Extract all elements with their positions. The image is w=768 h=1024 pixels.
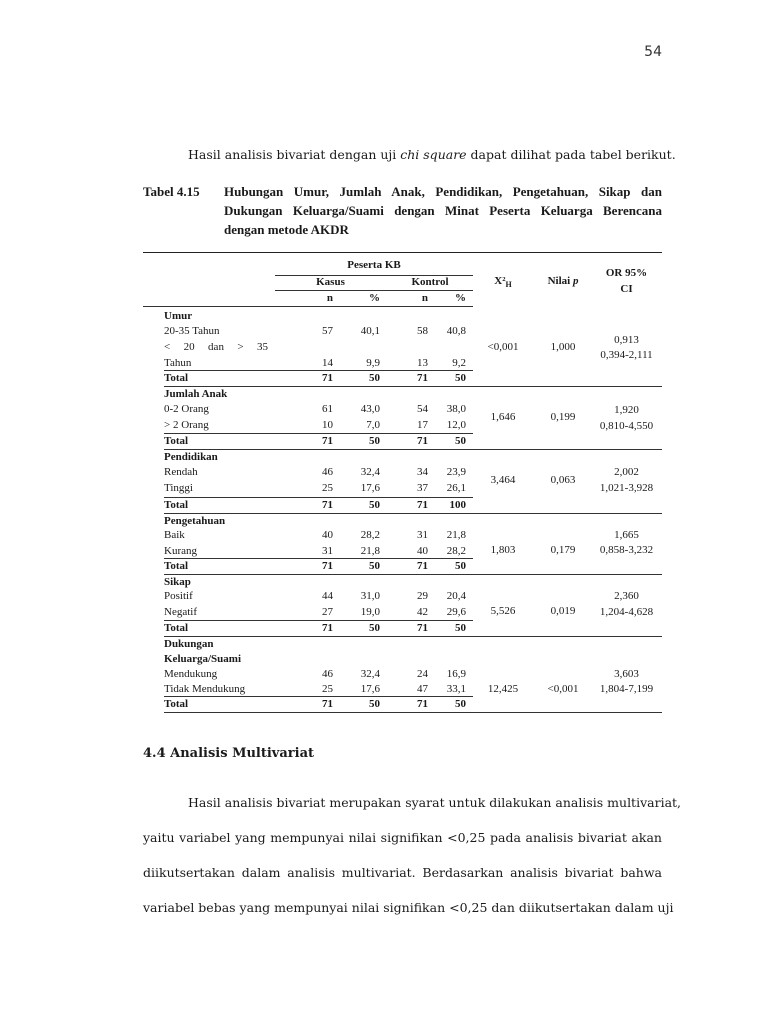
total-kontrol-n: 71 xyxy=(417,698,428,710)
table-rule xyxy=(473,712,662,713)
intro-paragraph xyxy=(188,147,676,162)
cell-odds-ratio: 1,665 xyxy=(614,529,639,541)
cell-kontrol-n: 34 xyxy=(417,466,428,478)
cell-kontrol-pct: 33,1 xyxy=(446,683,466,695)
paragraph-line: diikutsertakan dalam analisis multivariat. Berdasarkan analisis bivariat bahwa xyxy=(143,865,662,880)
cell-kontrol-pct: 28,2 xyxy=(446,545,466,557)
total-kontrol-pct: 50 xyxy=(455,622,466,634)
row-label: > 2 Orang xyxy=(164,419,209,431)
cell-kasus-n: 44 xyxy=(322,590,333,602)
paragraph-line: variabel bebas yang mempunyai nilai signifikan <0,25 dan diikutsertakan dalam uji xyxy=(143,900,674,915)
header-chi-label: X² xyxy=(494,275,506,287)
total-kasus-n: 71 xyxy=(322,698,333,710)
cell-p-value: <0,001 xyxy=(547,683,579,695)
total-kasus-n: 71 xyxy=(322,435,333,447)
cell-kasus-pct: 17,6 xyxy=(360,482,380,494)
cell-odds-ratio: 1,920 xyxy=(614,404,639,416)
header-nilai-label: Nilai xyxy=(547,275,573,287)
cell-chi-square: 1,803 xyxy=(490,544,516,556)
cell-kontrol-pct: 38,0 xyxy=(446,403,466,415)
cell-p-value: 0,063 xyxy=(550,474,576,486)
row-label: Negatif xyxy=(164,606,197,618)
cell-confidence-interval: 0,810-4,550 xyxy=(599,420,654,432)
cell-kontrol-pct: 21,8 xyxy=(446,529,466,541)
row-label: Baik xyxy=(164,529,185,541)
cell-confidence-interval: 0,394-2,111 xyxy=(600,349,653,361)
cell-chi-square: 5,526 xyxy=(490,605,516,617)
total-kasus-n: 71 xyxy=(322,622,333,634)
cell-kasus-pct: 31,0 xyxy=(360,590,380,602)
header-chi-square xyxy=(473,274,533,292)
cell-kontrol-n: 58 xyxy=(417,325,428,337)
cell-kasus-pct: 17,6 xyxy=(360,683,380,695)
group-title: Sikap xyxy=(164,576,191,588)
total-label: Total xyxy=(164,372,189,384)
cell-kontrol-pct: 29,6 xyxy=(446,606,466,618)
group-title-cont: Keluarga/Suami xyxy=(164,653,242,665)
total-kasus-pct: 50 xyxy=(369,698,380,710)
cell-kasus-n: 61 xyxy=(322,403,333,415)
intro-text-end: dapat dilihat pada tabel berikut. xyxy=(466,147,676,162)
cell-confidence-interval: 1,204-4,628 xyxy=(599,606,654,618)
cell-kasus-pct: 43,0 xyxy=(360,403,380,415)
intro-emphasis: chi square xyxy=(400,147,467,162)
table-rule xyxy=(473,636,662,637)
header-ci: CI xyxy=(620,283,633,295)
cell-kasus-pct: 40,1 xyxy=(360,325,380,337)
cell-kontrol-pct: 9,2 xyxy=(452,357,466,369)
cell-kontrol-n: 40 xyxy=(417,545,428,557)
total-kasus-pct: 50 xyxy=(369,499,380,511)
total-label: Total xyxy=(164,698,189,710)
total-kontrol-pct: 50 xyxy=(455,698,466,710)
header-peserta-kb: Peserta KB xyxy=(347,259,401,271)
total-label: Total xyxy=(164,435,189,447)
cell-kasus-n: 46 xyxy=(322,466,333,478)
table-rule xyxy=(473,386,662,387)
total-kontrol-pct: 50 xyxy=(455,435,466,447)
cell-p-value: 0,019 xyxy=(550,605,576,617)
total-label: Total xyxy=(164,622,189,634)
cell-kontrol-pct: 40,8 xyxy=(446,325,466,337)
table-rule xyxy=(143,306,473,307)
cell-kasus-pct: 28,2 xyxy=(360,529,380,541)
header-or: OR 95% xyxy=(605,267,648,279)
cell-kasus-n: 40 xyxy=(322,529,333,541)
cell-kontrol-n: 29 xyxy=(417,590,428,602)
cell-kasus-n: 25 xyxy=(322,482,333,494)
table-rule xyxy=(143,252,662,253)
table-rule xyxy=(164,712,473,713)
cell-kasus-n: 46 xyxy=(322,668,333,680)
row-label: < 20 dan > 35 xyxy=(164,341,268,353)
cell-kontrol-n: 47 xyxy=(417,683,428,695)
cell-kasus-n: 57 xyxy=(322,325,333,337)
cell-p-value: 0,179 xyxy=(550,544,576,556)
intro-text: Hasil analisis bivariat dengan uji xyxy=(188,147,401,162)
header-n-kontrol: n xyxy=(421,292,428,304)
cell-kasus-pct: 7,0 xyxy=(366,419,380,431)
cell-chi-square: <0,001 xyxy=(487,341,519,353)
total-kasus-n: 71 xyxy=(322,372,333,384)
total-kontrol-pct: 50 xyxy=(455,372,466,384)
cell-kasus-n: 31 xyxy=(322,545,333,557)
cell-kontrol-pct: 12,0 xyxy=(446,419,466,431)
row-label: Tinggi xyxy=(164,482,193,494)
header-p-label: p xyxy=(572,275,579,287)
cell-kontrol-pct: 26,1 xyxy=(446,482,466,494)
cell-p-value: 1,000 xyxy=(550,341,576,353)
header-kontrol: Kontrol xyxy=(411,276,449,288)
cell-p-value: 0,199 xyxy=(550,411,576,423)
total-kontrol-n: 71 xyxy=(417,435,428,447)
row-label: Rendah xyxy=(164,466,198,478)
row-label: Kurang xyxy=(164,545,197,557)
row-label-cont: Tahun xyxy=(164,357,192,369)
row-label: 20-35 Tahun xyxy=(164,325,220,337)
group-title: Umur xyxy=(164,310,193,322)
table-rule xyxy=(473,513,662,514)
cell-kontrol-n: 13 xyxy=(417,357,428,369)
bivariate-table xyxy=(143,252,662,712)
group-title: Jumlah Anak xyxy=(164,388,228,400)
cell-kontrol-pct: 20,4 xyxy=(446,590,466,602)
paragraph-line: yaitu variabel yang mempunyai nilai signifikan <0,25 pada analisis bivariat akan xyxy=(143,830,662,845)
total-kontrol-n: 71 xyxy=(417,372,428,384)
group-title: Pendidikan xyxy=(164,451,218,463)
cell-kasus-n: 25 xyxy=(322,683,333,695)
total-kasus-n: 71 xyxy=(322,560,333,572)
row-label: 0-2 Orang xyxy=(164,403,209,415)
cell-odds-ratio: 2,002 xyxy=(614,466,639,478)
cell-chi-square: 3,464 xyxy=(490,474,516,486)
cell-kontrol-n: 31 xyxy=(417,529,428,541)
cell-kontrol-pct: 16,9 xyxy=(446,668,466,680)
cell-kontrol-n: 37 xyxy=(417,482,428,494)
header-nilai-p xyxy=(535,274,591,288)
header-chi-sub: H xyxy=(505,280,512,290)
cell-chi-square: 1,646 xyxy=(490,411,516,423)
cell-kasus-pct: 21,8 xyxy=(360,545,380,557)
group-title: Pengetahuan xyxy=(164,515,226,527)
table-rule xyxy=(473,449,662,450)
cell-chi-square: 12,425 xyxy=(487,683,519,695)
cell-kasus-pct: 32,4 xyxy=(360,466,380,478)
cell-odds-ratio: 2,360 xyxy=(614,590,639,602)
total-kontrol-pct: 50 xyxy=(455,560,466,572)
row-label: Positif xyxy=(164,590,193,602)
cell-kontrol-n: 17 xyxy=(417,419,428,431)
cell-confidence-interval: 1,804-7,199 xyxy=(599,683,654,695)
total-label: Total xyxy=(164,560,189,572)
cell-kontrol-n: 54 xyxy=(417,403,428,415)
row-label: Tidak Mendukung xyxy=(164,683,246,695)
total-kasus-pct: 50 xyxy=(369,435,380,447)
total-kontrol-n: 71 xyxy=(417,499,428,511)
cell-kasus-n: 14 xyxy=(322,357,333,369)
total-label: Total xyxy=(164,499,189,511)
header-pct-kontrol: % xyxy=(455,292,466,304)
cell-kontrol-pct: 23,9 xyxy=(446,466,466,478)
cell-confidence-interval: 0,858-3,232 xyxy=(599,544,654,556)
table-caption-label: Tabel 4.15 xyxy=(143,184,200,199)
section-heading: 4.4 Analisis Multivariat xyxy=(143,746,314,761)
header-n-kasus: n xyxy=(326,292,333,304)
table-rule xyxy=(164,574,473,575)
header-kasus: Kasus xyxy=(316,276,345,288)
table-caption-text: Hubungan Umur, Jumlah Anak, Pendidikan, Pengetahuan, Sikap dan Dukungan Keluarga/Suami dengan Minat Peserta Keluarga Berencana dengan metode AKDR xyxy=(224,184,662,237)
cell-kasus-n: 27 xyxy=(322,606,333,618)
total-kontrol-n: 71 xyxy=(417,622,428,634)
total-kasus-pct: 50 xyxy=(369,622,380,634)
cell-kasus-pct: 9,9 xyxy=(366,357,380,369)
total-kontrol-pct: 100 xyxy=(449,499,466,511)
total-kontrol-n: 71 xyxy=(417,560,428,572)
cell-odds-ratio: 3,603 xyxy=(614,668,639,680)
cell-kasus-n: 10 xyxy=(322,419,333,431)
total-kasus-pct: 50 xyxy=(369,560,380,572)
cell-kasus-pct: 19,0 xyxy=(360,606,380,618)
cell-kontrol-n: 24 xyxy=(417,668,428,680)
group-title: Dukungan xyxy=(164,638,214,650)
cell-kasus-pct: 32,4 xyxy=(360,668,380,680)
total-kasus-n: 71 xyxy=(322,499,333,511)
cell-kontrol-n: 42 xyxy=(417,606,428,618)
header-pct-kasus: % xyxy=(369,292,380,304)
total-kasus-pct: 50 xyxy=(369,372,380,384)
cell-confidence-interval: 1,021-3,928 xyxy=(599,482,654,494)
cell-odds-ratio: 0,913 xyxy=(614,334,639,346)
paragraph-line: Hasil analisis bivariat merupakan syarat untuk dilakukan analisis multivariat, xyxy=(188,795,682,810)
table-rule xyxy=(473,574,662,575)
row-label: Mendukung xyxy=(164,668,218,680)
page-number: 54 xyxy=(644,44,662,60)
multivariate-paragraph xyxy=(143,785,682,925)
